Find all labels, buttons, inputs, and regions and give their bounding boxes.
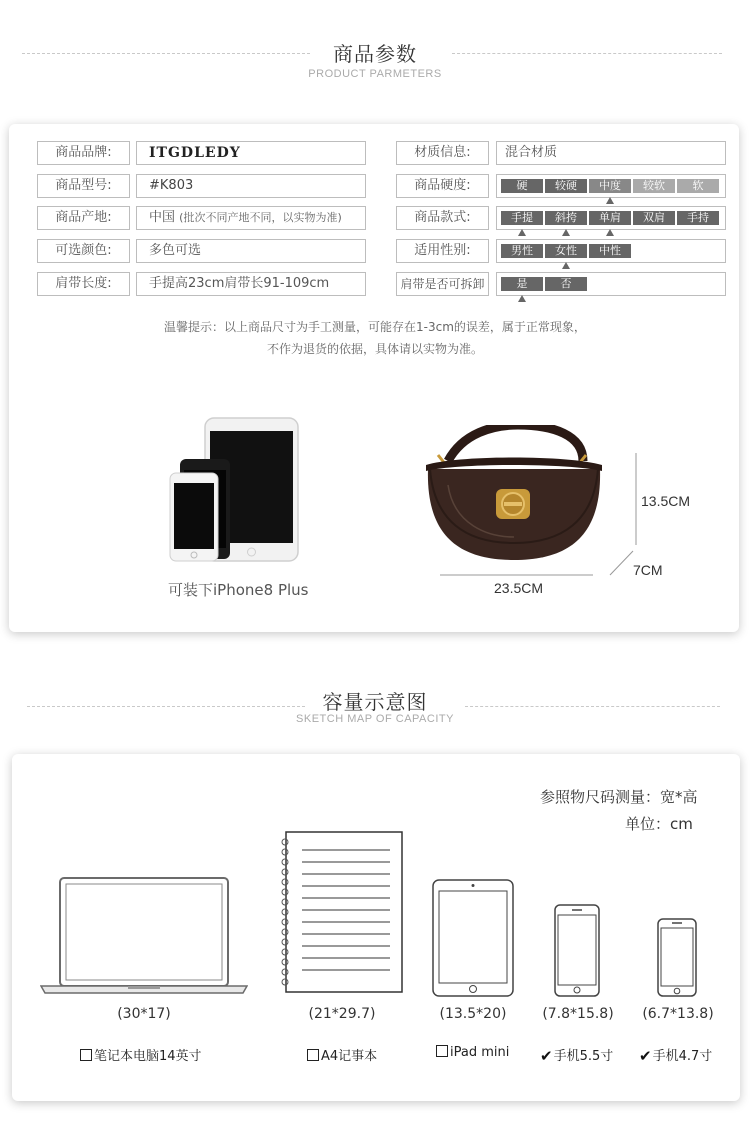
strap-option: 否 — [545, 277, 587, 291]
style-option: 手持 — [677, 211, 719, 225]
capacity-name-phone55: 手机5.5寸 — [553, 1049, 614, 1064]
checkbox-checked-icon: ✔ — [639, 1047, 652, 1065]
capacity-name-ipad: iPad mini — [450, 1045, 510, 1060]
style-option: 单肩 — [589, 211, 631, 225]
style-option: 双肩 — [633, 211, 675, 225]
capacity-size-a4: (21*29.7) — [308, 1006, 376, 1022]
style-option: 斜挎 — [545, 211, 587, 225]
gender-option: 男性 — [501, 244, 543, 258]
checkbox-empty-icon — [436, 1045, 448, 1057]
origin-note: (批次不同产地不同，以实物为准) — [179, 211, 342, 224]
param-label-hardness: 商品硬度: — [396, 174, 489, 198]
param-label-style: 商品款式: — [396, 206, 489, 230]
capacity-item-phone55 — [540, 1045, 613, 1065]
checkbox-empty-icon — [80, 1049, 92, 1061]
param-label-brand: 商品品牌: — [37, 141, 130, 165]
param-value-color: 多色可选 — [136, 239, 366, 263]
laptop-icon — [40, 876, 248, 996]
section1-title: 商品参数 — [333, 42, 417, 66]
gender-option: 女性 — [545, 244, 587, 258]
dimension-width: 23.5CM — [494, 580, 544, 596]
origin-country: 中国 — [149, 210, 176, 225]
gender-option: 中性 — [589, 244, 631, 258]
capacity-item-phone47 — [639, 1045, 712, 1065]
bag-illustration — [418, 425, 648, 585]
capacity-size-phone55: (7.8*15.8) — [542, 1006, 614, 1022]
selected-indicator-icon — [606, 197, 614, 204]
param-label-strap-detachable: 肩带是否可拆卸 — [396, 272, 489, 296]
param-value-strap-length: 手提高23cm肩带长91-109cm — [136, 272, 366, 296]
selected-indicator-icon — [518, 295, 526, 302]
param-value-material: 混合材质 — [496, 141, 726, 165]
capacity-name-a4: A4记事本 — [321, 1049, 378, 1064]
hardness-option: 较软 — [633, 179, 675, 193]
capacity-size-laptop: (30*17) — [117, 1006, 171, 1022]
param-label-color: 可选颜色: — [37, 239, 130, 263]
checkbox-checked-icon: ✔ — [540, 1047, 553, 1065]
dimension-height: 13.5CM — [641, 493, 691, 509]
ipad-mini-icon — [432, 879, 514, 997]
hardness-option: 硬 — [501, 179, 543, 193]
hardness-option: 中度 — [589, 179, 631, 193]
selected-indicator-icon — [518, 229, 526, 236]
notebook-icon — [278, 830, 406, 996]
selected-indicator-icon — [606, 229, 614, 236]
capacity-size-ipad: (13.5*20) — [439, 1006, 507, 1022]
capacity-name-phone47: 手机4.7寸 — [652, 1049, 713, 1064]
bag-clasp-icon — [496, 489, 530, 519]
notice-line-1: 温馨提示：以上商品尺寸为手工测量，可能存在1-3cm的误差，属于正常现象， — [164, 320, 586, 334]
devices-illustration — [165, 415, 305, 565]
phone-4-7-icon — [657, 918, 697, 997]
style-option: 手提 — [501, 211, 543, 225]
reference-text: 参照物尺码测量：宽*高 — [540, 788, 698, 806]
phone-5-5-icon — [554, 904, 600, 997]
capacity-item-a4 — [307, 1045, 377, 1064]
dimension-depth: 7CM — [633, 562, 663, 578]
param-value-brand: ITGDLEDY — [136, 141, 366, 165]
capacity-item-ipad — [436, 1045, 509, 1060]
section1-subtitle: PRODUCT PARMETERS — [308, 68, 442, 80]
capacity-size-phone47: (6.7*13.8) — [642, 1006, 714, 1022]
selected-indicator-icon — [562, 229, 570, 236]
param-label-model: 商品型号: — [37, 174, 130, 198]
notice-line-2: 不作为退货的依据，具体请以实物为准。 — [266, 342, 483, 356]
param-label-origin: 商品产地: — [37, 206, 130, 230]
hardness-option: 软 — [677, 179, 719, 193]
selected-indicator-icon — [562, 262, 570, 269]
param-label-strap-length: 肩带长度: — [37, 272, 130, 296]
capacity-name-laptop: 笔记本电脑14英寸 — [94, 1049, 202, 1064]
checkbox-empty-icon — [307, 1049, 319, 1061]
param-label-material: 材质信息: — [396, 141, 489, 165]
capacity-item-laptop — [80, 1045, 202, 1064]
phone-white-icon — [170, 473, 218, 561]
param-value-model: #K803 — [136, 174, 366, 198]
param-label-gender: 适用性别: — [396, 239, 489, 263]
section2-title: 容量示意图 — [322, 690, 428, 714]
param-value-origin — [136, 206, 366, 230]
section2-subtitle: SKETCH MAP OF CAPACITY — [296, 713, 454, 725]
fit-caption: 可装下iPhone8 Plus — [168, 581, 309, 599]
unit-text: 单位：cm — [625, 815, 693, 833]
hardness-option: 较硬 — [545, 179, 587, 193]
strap-option: 是 — [501, 277, 543, 291]
